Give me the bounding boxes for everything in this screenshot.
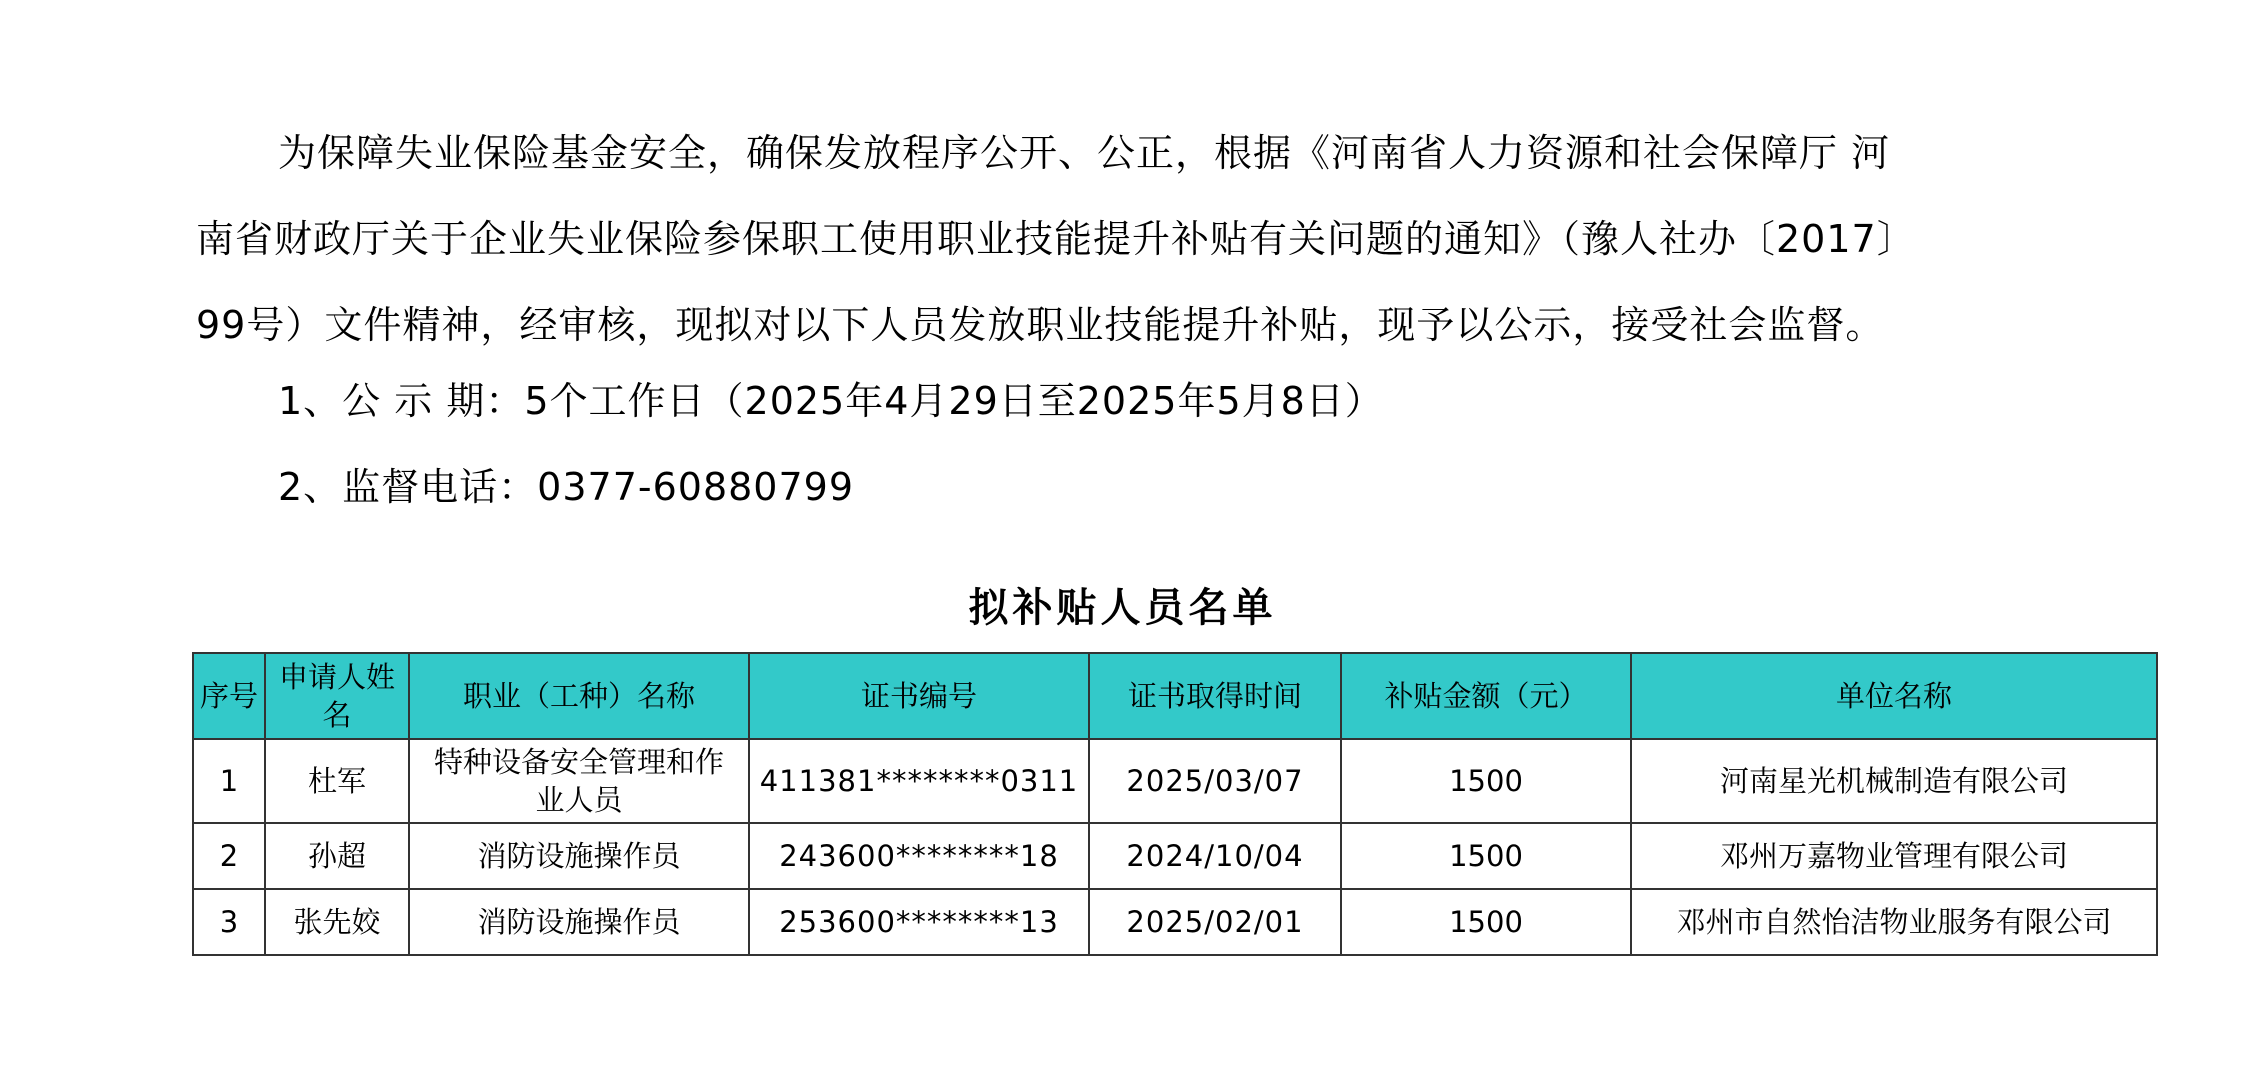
header-cert-number: 证书编号 (749, 653, 1089, 739)
intro-paragraph (196, 110, 2156, 368)
header-serial: 序号 (193, 653, 265, 739)
cell-amount: 1500 (1341, 823, 1631, 889)
table-row (193, 889, 2157, 955)
cell-serial: 3 (193, 889, 265, 955)
table-row (193, 739, 2157, 823)
cell-company: 河南星光机械制造有限公司 (1631, 739, 2157, 823)
cell-serial: 1 (193, 739, 265, 823)
cell-cert-date: 2025/03/07 (1089, 739, 1341, 823)
cell-name: 张先姣 (265, 889, 409, 955)
header-amount: 补贴金额（元） (1341, 653, 1631, 739)
intro-line-1: 为保障失业保险基金安全，确保发放程序公开、公正，根据《河南省人力资源和社会保障厅 河 (278, 131, 1891, 175)
intro-line-3: 99号）文件精神，经审核，现拟对以下人员发放职业技能提升补贴，现予以公示，接受社会监督。 (196, 303, 1885, 347)
table-title: 拟补贴人员名单 (968, 585, 1277, 631)
cell-amount: 1500 (1341, 889, 1631, 955)
supervision-phone: 2、监督电话：0377-60880799 (278, 465, 855, 509)
cell-company: 邓州市自然怡洁物业服务有限公司 (1631, 889, 2157, 955)
cell-serial: 2 (193, 823, 265, 889)
header-applicant-name: 申请人姓名 (265, 653, 409, 739)
cell-name: 孙超 (265, 823, 409, 889)
cell-occupation: 消防设施操作员 (409, 823, 749, 889)
cell-company: 邓州万嘉物业管理有限公司 (1631, 823, 2157, 889)
cell-amount: 1500 (1341, 739, 1631, 823)
cell-cert-date: 2025/02/01 (1089, 889, 1341, 955)
table-header-row (193, 653, 2157, 739)
cell-occupation: 特种设备安全管理和作业人员 (409, 739, 749, 823)
header-occupation: 职业（工种）名称 (409, 653, 749, 739)
cell-occupation: 消防设施操作员 (409, 889, 749, 955)
notice-period: 1、公 示 期：5个工作日（2025年4月29日至2025年5月8日） (278, 379, 1384, 423)
header-cert-date: 证书取得时间 (1089, 653, 1341, 739)
cell-cert-number: 411381********0311 (749, 739, 1089, 823)
intro-line-2: 南省财政厅关于企业失业保险参保职工使用职业技能提升补贴有关问题的通知》（豫人社办〔2017〕 (196, 217, 1916, 261)
cell-cert-number: 243600********18 (749, 823, 1089, 889)
cell-cert-number: 253600********13 (749, 889, 1089, 955)
table-row (193, 823, 2157, 889)
subsidy-list-table (192, 652, 2158, 956)
header-company: 单位名称 (1631, 653, 2157, 739)
cell-name: 杜军 (265, 739, 409, 823)
cell-cert-date: 2024/10/04 (1089, 823, 1341, 889)
